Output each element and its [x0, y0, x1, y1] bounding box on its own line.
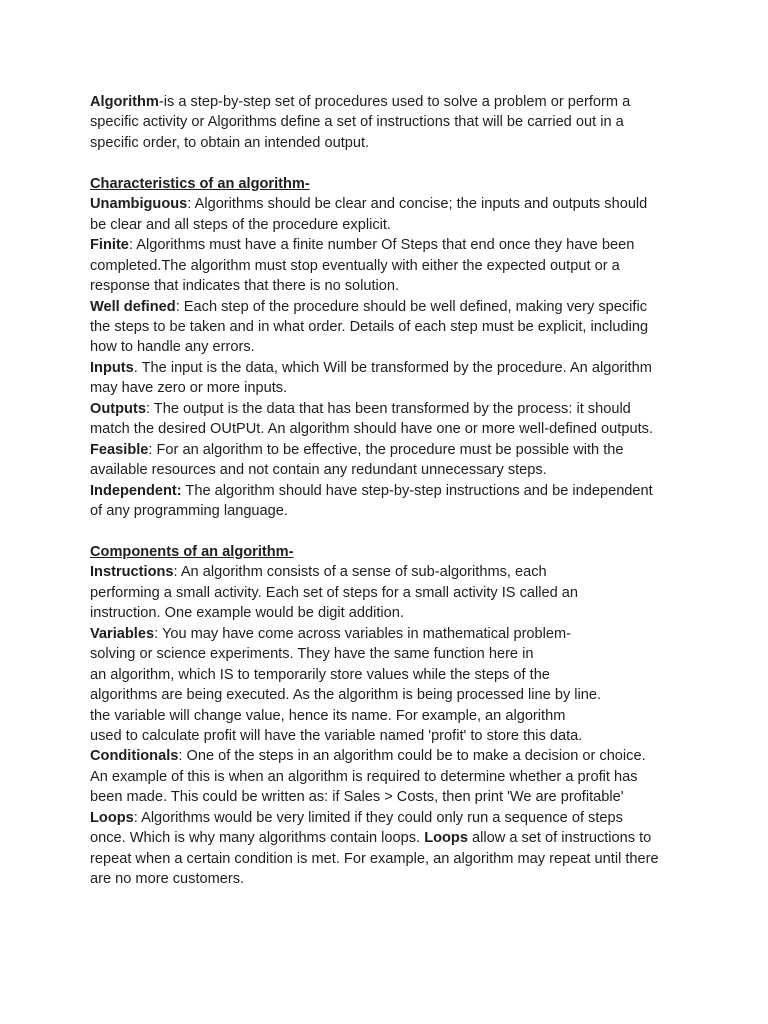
component-text: repeat when a certain condition is met. For example, an algorithm may repeat until there: [90, 850, 659, 867]
intro-line: specific activity or Algorithms define a set of instructions that will be carried out in a: [90, 114, 624, 131]
characteristic-text: . The input is the data, which Will be transformed by the procedure. An algorithm: [133, 359, 652, 376]
intro-term: Algorithm: [90, 94, 159, 110]
component-text: been made. This could be written as: if Sales > Costs, then print 'We are profitable': [90, 789, 624, 806]
characteristic-text: response that indicates that there is no solution.: [90, 278, 400, 295]
characteristic-outputs: [90, 399, 690, 440]
characteristic-finite: [90, 235, 690, 296]
component-term: Variables: [90, 625, 155, 642]
characteristic-text: : Each step of the procedure should be well defined, making very specific: [175, 298, 648, 315]
component-term: Loops: [90, 809, 134, 826]
characteristic-text: may have zero or more inputs.: [90, 380, 288, 397]
component-text: An example of this is when an algorithm is required to determine whether a profit has: [90, 768, 638, 785]
component-variables: [90, 624, 690, 747]
component-text: used to calculate profit will have the variable named 'profit' to store this data.: [90, 728, 583, 745]
characteristic-text: completed.The algorithm must stop eventually with either the expected output or a: [90, 257, 620, 274]
characteristic-text: how to handle any errors.: [90, 339, 255, 356]
characteristic-text: : Algorithms must have a finite number Of Steps that end once they have been: [128, 237, 635, 254]
component-text: : An algorithm consists of a sense of sub-algorithms, each: [173, 564, 547, 581]
components-heading: Components of an algorithm-: [90, 543, 294, 560]
component-text: once. Which is why many algorithms contain loops.: [90, 830, 425, 847]
characteristic-text: of any programming language.: [90, 503, 288, 520]
characteristic-well-defined: [90, 297, 690, 358]
characteristic-inputs: [90, 358, 690, 399]
characteristic-text: : For an algorithm to be effective, the procedure must be possible with the: [148, 441, 624, 458]
component-text: the variable will change value, hence its name. For example, an algorithm: [90, 707, 566, 724]
characteristic-text: : The output is the data that has been transformed by the process: it should: [145, 400, 631, 417]
characteristic-feasible: [90, 440, 690, 481]
characteristic-term: Finite: [90, 237, 129, 254]
component-text: : Algorithms would be very limited if they could only run a sequence of steps: [133, 809, 623, 826]
document-body: [90, 92, 690, 890]
characteristic-term: Outputs: [90, 400, 146, 417]
intro-paragraph: [90, 92, 690, 153]
characteristic-term: Well defined: [90, 298, 176, 315]
characteristics-heading: Characteristics of an algorithm-: [90, 175, 310, 192]
component-text: instruction. One example would be digit addition.: [90, 605, 404, 622]
characteristic-text: be clear and all steps of the procedure explicit.: [90, 216, 391, 233]
characteristic-term: Unambiguous: [90, 196, 188, 213]
component-instructions: [90, 562, 690, 623]
characteristic-independent: [90, 481, 690, 522]
characteristic-term: Inputs: [90, 359, 134, 376]
characteristic-text: available resources and not contain any redundant unnecessary steps.: [90, 462, 547, 479]
characteristic-unambiguous: [90, 194, 690, 235]
component-term: Instructions: [90, 564, 174, 581]
characteristic-text: the steps to be taken and in what order. Details of each step must be explicit, including: [90, 318, 649, 335]
characteristic-text: The algorithm should have step-by-step instructions and be independent: [181, 482, 653, 499]
intro-line: specific order, to obtain an intended output.: [90, 134, 370, 151]
component-text: : One of the steps in an algorithm could be to make a decision or choice.: [178, 748, 646, 765]
paragraph-gap: [90, 153, 690, 173]
component-conditionals: [90, 746, 690, 807]
component-term: Loops: [424, 830, 468, 847]
component-loops: [90, 808, 690, 890]
characteristic-text: match the desired OUtPUt. An algorithm should have one or more well-defined outputs.: [90, 421, 653, 438]
component-text: algorithms are being executed. As the algorithm is being processed line by line.: [90, 687, 602, 704]
component-term: Conditionals: [90, 748, 179, 765]
characteristic-text: : Algorithms should be clear and concise; the inputs and outputs should: [187, 196, 648, 213]
paragraph-gap: [90, 522, 690, 542]
component-text: allow a set of instructions to: [467, 830, 652, 847]
component-text: performing a small activity. Each set of steps for a small activity IS called an: [90, 584, 578, 601]
component-text: an algorithm, which IS to temporarily store values while the steps of the: [90, 666, 550, 683]
component-text: are no more customers.: [90, 871, 245, 888]
characteristic-term: Independent:: [90, 482, 182, 499]
intro-line: -is a step-by-step set of procedures used to solve a problem or perform a: [158, 94, 631, 110]
component-text: : You may have come across variables in mathematical problem-: [154, 625, 572, 642]
component-text: solving or science experiments. They have the same function here in: [90, 646, 534, 663]
characteristic-term: Feasible: [90, 441, 149, 458]
